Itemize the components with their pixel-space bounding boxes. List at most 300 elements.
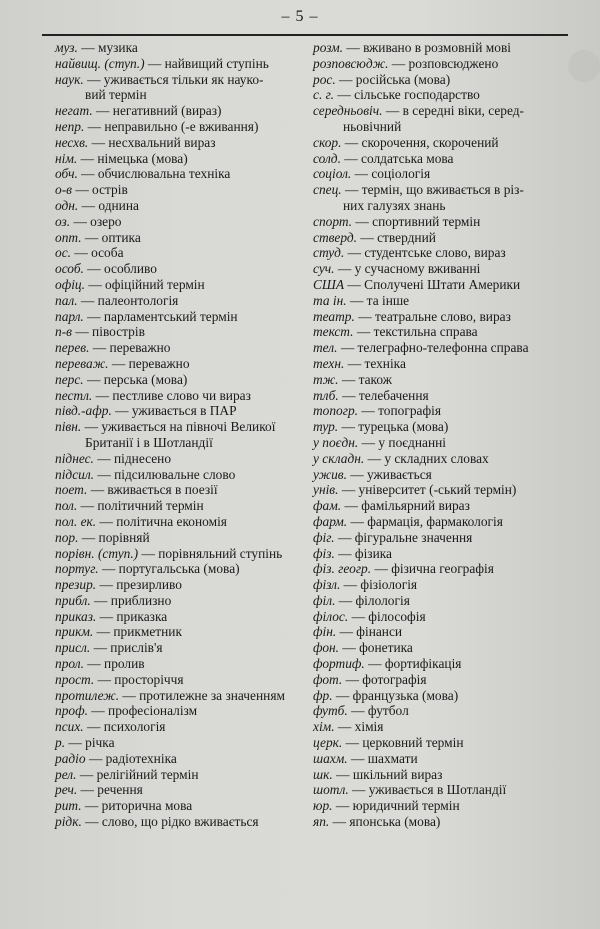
left-column <box>55 40 305 830</box>
abbreviation-definition: — прислів'я <box>90 640 163 656</box>
abbreviation-term: у поєдн. <box>313 434 359 450</box>
abbreviation-entry <box>55 293 305 309</box>
abbreviation-term: у складн. <box>313 450 365 466</box>
abbreviation-term: фр. <box>313 687 333 703</box>
abbreviation-term: одн. <box>55 197 79 213</box>
abbreviation-term: несхв. <box>55 134 89 150</box>
abbreviation-entry <box>55 151 305 167</box>
abbreviation-definition: — приказка <box>96 608 168 624</box>
abbreviation-definition: — фізика <box>334 545 392 561</box>
abbreviation-term: студ. <box>313 245 345 261</box>
abbreviation-entry <box>313 119 563 135</box>
abbreviation-definition: — ствердний <box>357 229 436 245</box>
abbreviation-term: шахм. <box>313 750 348 766</box>
abbreviation-definition: — топографія <box>358 403 442 419</box>
abbreviation-entry <box>313 467 563 483</box>
abbreviation-definition: — несхвальний вираз <box>88 134 216 150</box>
abbreviation-definition: — соціологія <box>351 166 431 182</box>
abbreviation-entry <box>55 672 305 688</box>
abbreviation-term: тел. <box>313 340 338 356</box>
abbreviation-term: тж. <box>313 371 339 387</box>
abbreviation-entry <box>313 782 563 798</box>
abbreviation-definition: — музика <box>77 40 138 55</box>
abbreviation-term: псих. <box>55 719 84 735</box>
abbreviation-term: скор. <box>313 134 342 150</box>
abbreviation-definition: — церковний термін <box>342 735 464 751</box>
abbreviation-definition: — палеонтологія <box>77 292 179 308</box>
abbreviation-term: церк. <box>313 735 343 751</box>
abbreviation-entry <box>313 87 563 103</box>
abbreviation-entry <box>313 340 563 356</box>
abbreviation-entry <box>313 261 563 277</box>
abbreviation-entry <box>313 403 563 419</box>
abbreviation-definition: — шкільний вираз <box>332 766 443 782</box>
abbreviation-term: пор. <box>55 529 79 545</box>
abbreviation-definition: — фармація, фармакологія <box>347 513 503 529</box>
abbreviation-entry <box>313 798 563 814</box>
abbreviation-entry <box>313 703 563 719</box>
abbreviation-entry <box>313 498 563 514</box>
abbreviation-definition: — уживається <box>346 466 432 482</box>
abbreviation-entry <box>55 40 305 56</box>
bleed-through-mark <box>568 50 600 82</box>
abbreviation-entry <box>313 135 563 151</box>
abbreviation-entry <box>313 735 563 751</box>
abbreviation-term: порівн. (ступ.) <box>55 545 139 561</box>
abbreviation-definition: — оптика <box>81 229 141 245</box>
abbreviation-term: особ. <box>55 261 84 277</box>
abbreviation-definition: — текстильна справа <box>353 324 478 340</box>
abbreviation-entry <box>55 230 305 246</box>
abbreviation-definition: — та інше <box>346 292 410 308</box>
abbreviation-definition: — фінанси <box>336 624 403 640</box>
abbreviation-term: о-в <box>55 182 72 198</box>
abbreviation-entry <box>55 767 305 783</box>
abbreviation-definition: — у складних словах <box>364 450 489 466</box>
abbreviation-term: техн. <box>313 355 345 371</box>
abbreviation-term: підсил. <box>55 466 95 482</box>
abbreviation-term: шотл. <box>313 782 349 798</box>
abbreviation-definition: — найвищий ступінь <box>144 55 269 71</box>
abbreviation-definition: — телеграфно-телефонна справа <box>337 340 529 356</box>
abbreviation-definition: — особливо <box>83 261 157 277</box>
abbreviation-definition: — також <box>338 371 392 387</box>
abbreviation-entry <box>55 609 305 625</box>
abbreviation-entry <box>313 293 563 309</box>
abbreviation-definition: — філологія <box>335 592 410 608</box>
abbreviation-entry <box>55 388 305 404</box>
abbreviation-term: реч. <box>55 782 78 798</box>
abbreviation-entry <box>55 340 305 356</box>
abbreviation-definition: — фігуральне значення <box>334 529 473 545</box>
abbreviation-entry <box>313 561 563 577</box>
abbreviation-term: р. <box>55 735 66 751</box>
abbreviation-term: топогр. <box>313 403 359 419</box>
abbreviation-definition: — театральне слово, вираз <box>354 308 511 324</box>
abbreviation-term: театр. <box>313 308 355 324</box>
abbreviation-definition: — професіоналізм <box>87 703 198 719</box>
abbreviation-entry <box>313 324 563 340</box>
abbreviation-entry <box>313 577 563 593</box>
abbreviation-term: хім. <box>313 719 335 735</box>
abbreviation-definition: — політична економія <box>96 513 227 529</box>
abbreviation-entry <box>55 324 305 340</box>
abbreviation-term: фін. <box>313 624 337 640</box>
abbreviation-definition: — Сполучені Штати Америки <box>344 276 521 292</box>
abbreviation-term: пол. <box>55 498 78 514</box>
abbreviation-entry <box>55 182 305 198</box>
abbreviation-entry <box>313 166 563 182</box>
abbreviation-term: парл. <box>55 308 84 324</box>
abbreviation-entry <box>55 498 305 514</box>
abbreviation-term: поет. <box>55 482 88 498</box>
abbreviation-entry <box>313 751 563 767</box>
abbreviation-definition: — російська (мова) <box>335 71 451 87</box>
abbreviation-entry <box>55 435 305 451</box>
abbreviation-entry <box>55 403 305 419</box>
abbreviation-definition: — футбол <box>347 703 409 719</box>
abbreviation-definition: — французька (мова) <box>332 687 459 703</box>
abbreviation-definition: — студентське слово, вираз <box>344 245 506 261</box>
abbreviation-term: соціол. <box>313 166 352 182</box>
abbreviation-term: стверд. <box>313 229 358 245</box>
abbreviation-entry <box>55 309 305 325</box>
abbreviation-entry <box>313 435 563 451</box>
abbreviation-entry <box>313 609 563 625</box>
abbreviation-term: фіз. геогр. <box>313 561 372 577</box>
abbreviation-entry <box>55 451 305 467</box>
abbreviation-definition: — півострів <box>71 324 145 340</box>
abbreviation-term: спец. <box>313 182 342 198</box>
abbreviation-term: фот. <box>313 671 343 687</box>
abbreviation-entry <box>313 451 563 467</box>
abbreviation-entry <box>313 640 563 656</box>
abbreviation-definition: — просторіччя <box>94 671 184 687</box>
abbreviation-entry <box>55 546 305 562</box>
abbreviation-entry <box>313 656 563 672</box>
abbreviation-entry <box>55 735 305 751</box>
abbreviation-definition: — університет (-ський термін) <box>338 482 517 498</box>
abbreviation-entry <box>55 782 305 798</box>
abbreviation-term: яп. <box>313 814 330 830</box>
abbreviation-entry <box>55 467 305 483</box>
abbreviation-entry <box>55 419 305 435</box>
abbreviation-entry <box>313 388 563 404</box>
abbreviation-definition: — неправильно (-е вживання) <box>84 118 259 134</box>
abbreviation-entry <box>313 546 563 562</box>
abbreviation-definition: — скорочення, скорочений <box>341 134 499 150</box>
abbreviation-definition: — обчислювальна техніка <box>77 166 231 182</box>
abbreviation-definition: — солдатська мова <box>340 150 454 166</box>
abbreviation-definition: — презирливо <box>96 577 182 593</box>
abbreviation-definition: — техніка <box>344 355 406 371</box>
abbreviation-definition: — спортивний термін <box>352 213 481 229</box>
abbreviation-definition: — негативний (вираз) <box>92 103 222 119</box>
abbreviation-term: розповсюдж. <box>313 55 389 71</box>
abbreviation-term: фізл. <box>313 577 341 593</box>
abbreviation-entry <box>313 593 563 609</box>
abbreviation-term: рідк. <box>55 814 82 830</box>
abbreviation-term: ос. <box>55 245 71 261</box>
abbreviation-term: прол. <box>55 656 84 672</box>
abbreviation-term: прибл. <box>55 592 91 608</box>
abbreviation-definition: — німецька (мова) <box>77 150 188 166</box>
abbreviation-term: фіг. <box>313 529 335 545</box>
abbreviation-definition: — португальська (мова) <box>98 561 240 577</box>
abbreviation-definition: — уживається в ПАР <box>111 403 237 419</box>
abbreviation-definition: — сільське господарство <box>334 87 480 103</box>
abbreviation-entry <box>55 640 305 656</box>
abbreviation-entry <box>313 182 563 198</box>
abbreviation-entry <box>313 151 563 167</box>
abbreviation-entry <box>55 214 305 230</box>
abbreviation-term: присл. <box>55 640 91 656</box>
abbreviation-term: півд.-афр. <box>55 403 112 419</box>
abbreviation-definition: — юридичний термін <box>332 798 460 814</box>
abbreviation-entry <box>55 688 305 704</box>
abbreviation-term: пестл. <box>55 387 93 403</box>
abbreviation-entry <box>313 103 563 119</box>
abbreviation-term: негат. <box>55 103 93 119</box>
abbreviation-term: шк. <box>313 766 333 782</box>
abbreviation-term: рел. <box>55 766 77 782</box>
abbreviation-term: футб. <box>313 703 348 719</box>
abbreviation-definition: — радіотехніка <box>85 750 177 766</box>
abbreviation-definition: — вживано в розмовній мові <box>343 40 512 55</box>
abbreviation-definition: — прикметник <box>93 624 182 640</box>
abbreviation-term: радіо <box>55 750 86 766</box>
abbreviation-term: розм. <box>313 40 343 55</box>
abbreviation-entry <box>313 672 563 688</box>
abbreviation-term: оз. <box>55 213 71 229</box>
abbreviation-entry <box>55 356 305 372</box>
abbreviation-term: переваж. <box>55 355 109 371</box>
abbreviation-entry <box>313 814 563 830</box>
abbreviation-entry <box>55 593 305 609</box>
abbreviation-entry <box>55 135 305 151</box>
abbreviation-term: США <box>313 276 345 292</box>
abbreviation-entry <box>55 814 305 830</box>
abbreviation-definition: — фізіологія <box>340 577 418 593</box>
abbreviation-entry <box>313 214 563 230</box>
abbreviation-definition: — особа <box>71 245 124 261</box>
abbreviation-term: перев. <box>55 340 90 356</box>
abbreviation-definition: — слово, що рідко вживається <box>81 814 259 830</box>
abbreviation-term: та ін. <box>313 292 347 308</box>
abbreviation-term: протилеж. <box>55 687 120 703</box>
abbreviation-definition: — фортифікація <box>364 656 462 672</box>
abbreviation-entry <box>313 230 563 246</box>
abbreviation-entry <box>55 72 305 88</box>
abbreviation-term: фортиф. <box>313 656 365 672</box>
abbreviation-term: наук. <box>55 71 84 87</box>
abbreviation-term: унів. <box>313 482 339 498</box>
abbreviation-term: проф. <box>55 703 88 719</box>
abbreviation-entry <box>55 372 305 388</box>
abbreviation-definition: — фізична географія <box>371 561 494 577</box>
abbreviation-definition: — піднесено <box>93 450 172 466</box>
abbreviation-definition: — річка <box>65 735 115 751</box>
abbreviation-term: ужив. <box>313 466 347 482</box>
abbreviation-entry <box>313 356 563 372</box>
abbreviation-term: текст. <box>313 324 354 340</box>
abbreviation-entry <box>313 245 563 261</box>
abbreviation-entry <box>313 514 563 530</box>
abbreviation-definition: — шахмати <box>347 750 418 766</box>
abbreviation-definition: — офіційний термін <box>84 276 205 292</box>
abbreviation-entry <box>55 703 305 719</box>
abbreviation-term: муз. <box>55 40 78 55</box>
abbreviation-term: філ. <box>313 592 336 608</box>
abbreviation-entry <box>313 277 563 293</box>
abbreviation-definition: — фотографія <box>342 671 427 687</box>
abbreviation-entry <box>55 719 305 735</box>
abbreviation-term: п-в <box>55 324 72 340</box>
abbreviation-term: тур. <box>313 419 339 435</box>
abbreviation-definition: — однина <box>78 197 139 213</box>
abbreviation-term: спорт. <box>313 213 353 229</box>
abbreviation-definition: — уживається тільки як науко- <box>83 71 264 87</box>
abbreviation-definition: — порівняй <box>78 529 150 545</box>
abbreviation-term: рит. <box>55 798 82 814</box>
abbreviation-definition: — хімія <box>334 719 384 735</box>
abbreviation-definition: вий термін <box>85 87 147 103</box>
abbreviation-entry <box>55 103 305 119</box>
abbreviation-term: фон. <box>313 640 340 656</box>
abbreviation-definition: — фамільярний вираз <box>341 498 470 514</box>
abbreviation-definition: — протилежне за значенням <box>119 687 285 703</box>
abbreviation-definition: — перська (мова) <box>83 371 188 387</box>
abbreviation-term: непр. <box>55 118 85 134</box>
abbreviation-definition: — риторична мова <box>81 798 193 814</box>
abbreviation-term: офіц. <box>55 276 85 292</box>
abbreviation-entry <box>313 624 563 640</box>
abbreviation-definition: ньовічний <box>343 118 402 134</box>
abbreviation-definition: — пестливе слово чи вираз <box>92 387 251 403</box>
abbreviation-entry <box>313 72 563 88</box>
abbreviation-entry <box>313 767 563 783</box>
right-column <box>313 40 563 830</box>
abbreviation-entry <box>313 688 563 704</box>
abbreviation-entry <box>313 56 563 72</box>
abbreviation-definition: — термін, що вживається в різ- <box>341 182 524 198</box>
abbreviation-term: обч. <box>55 166 78 182</box>
abbreviation-definition: — підсилювальне слово <box>94 466 236 482</box>
abbreviation-term: пал. <box>55 292 78 308</box>
abbreviation-entry <box>55 166 305 182</box>
abbreviation-entry <box>55 245 305 261</box>
abbreviation-definition: — переважно <box>89 340 171 356</box>
abbreviation-definition: — вживається в поезії <box>87 482 218 498</box>
abbreviation-definition: — телебачення <box>338 387 429 403</box>
abbreviation-term: найвищ. (ступ.) <box>55 55 145 71</box>
abbreviation-definition: — турецька (мова) <box>338 419 449 435</box>
abbreviation-term: опт. <box>55 229 82 245</box>
abbreviation-entry <box>55 482 305 498</box>
abbreviation-term: португ. <box>55 561 99 577</box>
abbreviation-definition: — політичний термін <box>77 498 204 514</box>
abbreviation-entry <box>313 719 563 735</box>
abbreviation-term: піднес. <box>55 450 94 466</box>
abbreviation-entry <box>313 482 563 498</box>
abbreviation-definition: — у сучасному вживанні <box>334 261 481 277</box>
abbreviation-definition: — озеро <box>70 213 122 229</box>
abbreviation-term: фам. <box>313 498 342 514</box>
abbreviation-entry <box>55 624 305 640</box>
abbreviation-entry <box>55 56 305 72</box>
abbreviation-definition: Британії і в Шотландії <box>85 434 213 450</box>
abbreviation-term: півн. <box>55 419 82 435</box>
abbreviation-entry <box>55 656 305 672</box>
abbreviation-definition: — релігійний термін <box>76 766 199 782</box>
abbreviation-definition: — у поєднанні <box>358 434 447 450</box>
abbreviation-entry <box>313 198 563 214</box>
abbreviation-term: юр. <box>313 798 333 814</box>
abbreviation-term: нім. <box>55 150 78 166</box>
abbreviation-definition: — в середні віки, серед- <box>382 103 525 119</box>
abbreviation-entry <box>55 577 305 593</box>
abbreviation-term: фіз. <box>313 545 335 561</box>
abbreviation-definition: — розповсюджено <box>388 55 499 71</box>
abbreviation-definition: — речення <box>77 782 143 798</box>
abbreviation-term: солд. <box>313 150 341 166</box>
abbreviation-term: с. г. <box>313 87 335 103</box>
abbreviation-entry <box>55 87 305 103</box>
abbreviation-term: тлб. <box>313 387 339 403</box>
abbreviation-term: суч. <box>313 261 335 277</box>
abbreviation-entry <box>55 514 305 530</box>
abbreviation-term: середньовіч. <box>313 103 383 119</box>
abbreviation-definition: — фонетика <box>339 640 413 656</box>
abbreviation-entry <box>313 309 563 325</box>
abbreviation-entry <box>313 372 563 388</box>
abbreviation-entry <box>313 419 563 435</box>
abbreviation-term: прикм. <box>55 624 94 640</box>
abbreviation-definition: — японська (мова) <box>329 814 441 830</box>
abbreviation-definition: них галузях знань <box>343 197 446 213</box>
abbreviation-definition: — уживається на півночі Великої <box>81 419 276 435</box>
abbreviation-entry <box>313 40 563 56</box>
abbreviation-definition: — парламентський термін <box>83 308 238 324</box>
abbreviation-term: презир. <box>55 577 97 593</box>
abbreviation-definition: — переважно <box>108 355 190 371</box>
abbreviation-definition: — острів <box>71 182 128 198</box>
abbreviation-entry <box>55 530 305 546</box>
abbreviation-term: пол. ек. <box>55 513 97 529</box>
abbreviation-term: прост. <box>55 671 95 687</box>
abbreviation-definition: — уживається в Шотландії <box>348 782 507 798</box>
page-number: – 5 – <box>281 8 319 25</box>
abbreviation-definition: — психологія <box>83 719 166 735</box>
abbreviation-entry <box>55 261 305 277</box>
abbreviation-definition: — приблизно <box>90 592 172 608</box>
abbreviation-term: перс. <box>55 371 84 387</box>
abbreviation-term: приказ. <box>55 608 97 624</box>
abbreviation-entry <box>55 561 305 577</box>
abbreviation-entry <box>55 119 305 135</box>
abbreviation-term: рос. <box>313 71 336 87</box>
abbreviation-entry <box>55 751 305 767</box>
abbreviation-term: фарм. <box>313 513 348 529</box>
abbreviation-entry <box>55 798 305 814</box>
abbreviation-entry <box>313 530 563 546</box>
abbreviation-definition: — порівняльний ступінь <box>138 545 283 561</box>
abbreviation-entry <box>55 277 305 293</box>
abbreviation-definition: — пролив <box>83 656 145 672</box>
abbreviation-entry <box>55 198 305 214</box>
abbreviation-definition: — філософія <box>348 608 426 624</box>
header-rule <box>42 34 568 36</box>
